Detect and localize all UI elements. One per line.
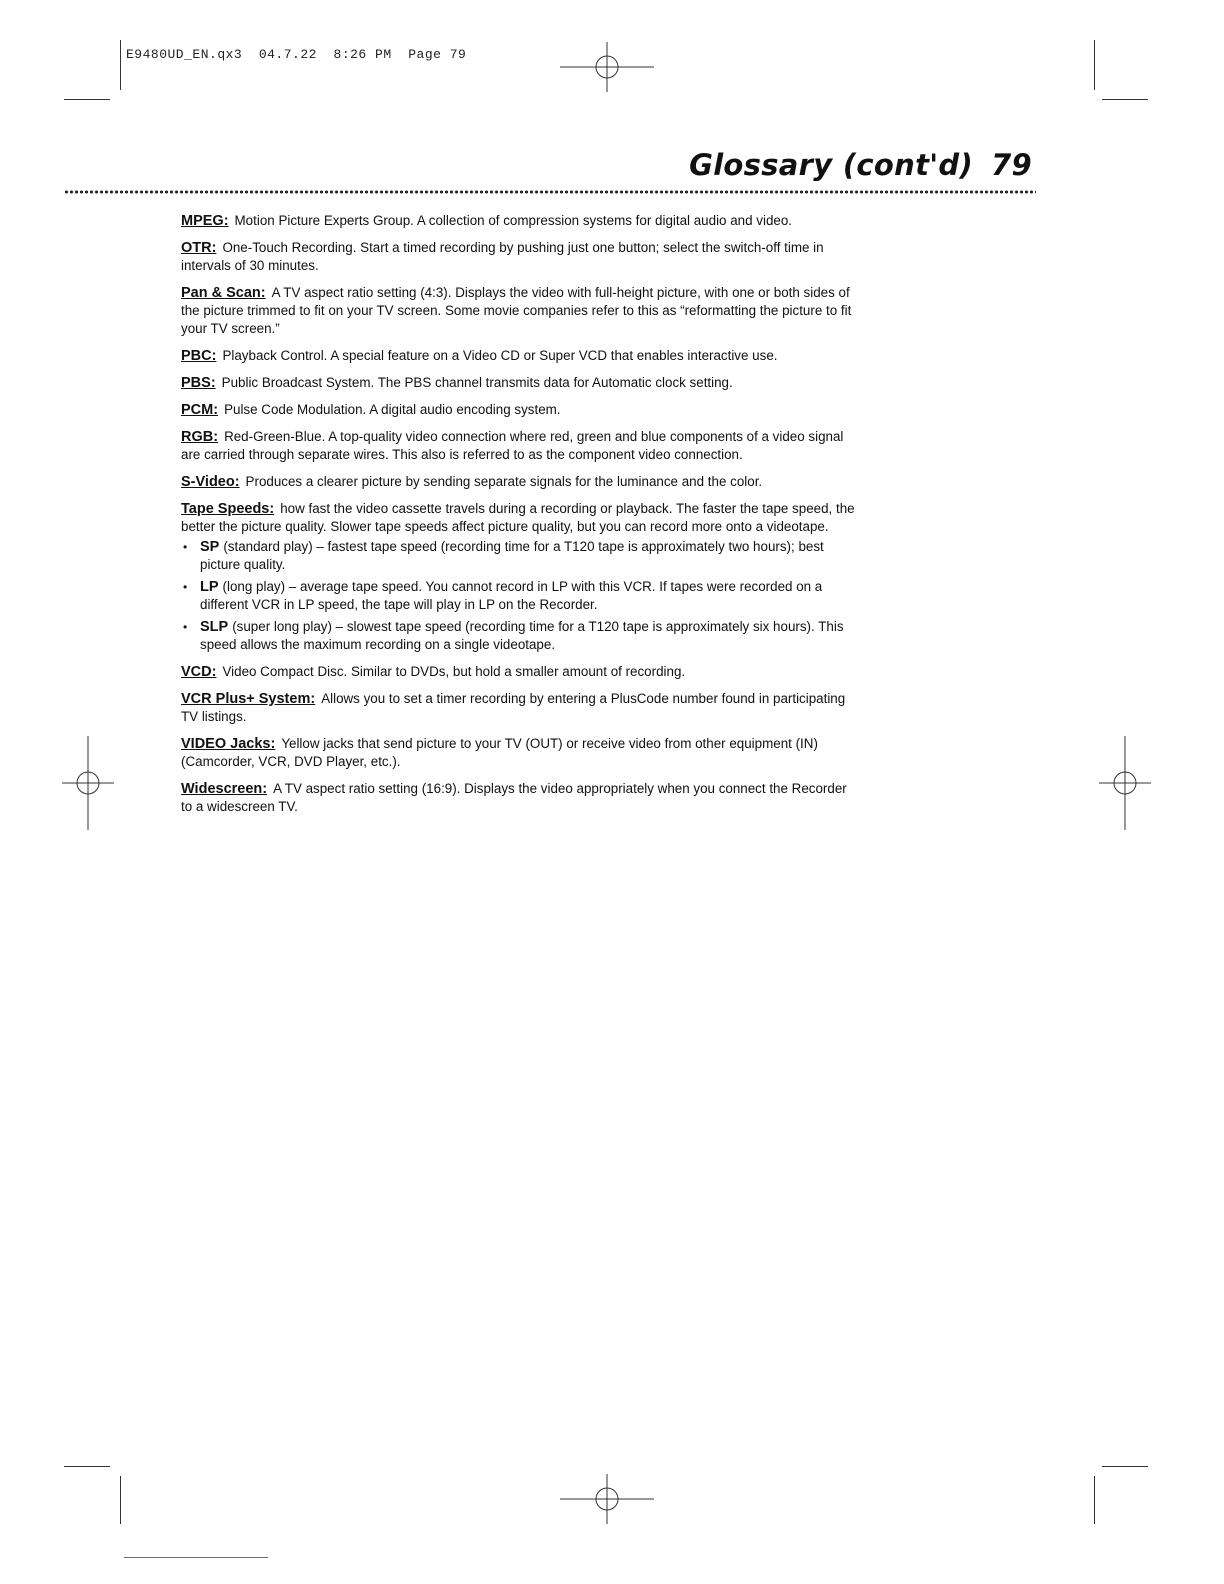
glossary-term: Tape Speeds:	[181, 501, 275, 517]
glossary-entry-video-jacks	[181, 735, 861, 771]
glossary-entry-rgb	[181, 428, 861, 464]
glossary-term: MPEG:	[181, 213, 229, 229]
glossary-term: VCR Plus+ System:	[181, 691, 316, 707]
dotted-rule	[64, 189, 1036, 195]
glossary-definition: A TV aspect ratio setting (4:3). Displays the video with full-height picture, with one or both sides of the picture trimmed to fit on your TV screen. Some movie companies refer to this as “reformatting the picture to fit your TV screen.”	[181, 285, 852, 336]
glossary-entry-otr	[181, 239, 861, 275]
glossary-term: PBS:	[181, 375, 216, 391]
glossary-entry-tape-speeds	[181, 500, 861, 536]
glossary-term: OTR:	[181, 240, 217, 256]
crop-mark	[120, 1476, 121, 1524]
glossary-definition: Produces a clearer picture by sending separate signals for the luminance and the color.	[245, 474, 763, 489]
registration-mark-right-icon	[1099, 736, 1151, 830]
tape-speed-text: (standard play) – fastest tape speed (recording time for a T120 tape is approximately two hours); best picture quality.	[200, 539, 824, 572]
glossary-term: Pan & Scan:	[181, 285, 266, 301]
glossary-entry-vcr-plus	[181, 690, 861, 726]
glossary-definition: Video Compact Disc. Similar to DVDs, but hold a smaller amount of recording.	[222, 664, 686, 679]
glossary-definition: One-Touch Recording. Start a timed recording by pushing just one button; select the switch-off time in intervals of 30 minutes.	[181, 240, 824, 273]
tape-speed-key: SP	[200, 539, 220, 555]
glossary-entry-mpeg	[181, 212, 861, 230]
glossary-definition: how fast the video cassette travels during a recording or playback. The faster the tape speed, the better the picture quality. Slower tape speeds affect picture quality, but you can record more onto a videotape.	[181, 501, 855, 534]
glossary-definition: Playback Control. A special feature on a Video CD or Super VCD that enables interactive use.	[222, 348, 778, 363]
page-title-text: Glossary (cont'd)	[689, 148, 974, 182]
tape-speed-list	[181, 538, 861, 654]
list-item	[181, 538, 861, 574]
glossary-entry-pan-scan	[181, 284, 861, 338]
print-slug: E9480UD_EN.qx3 04.7.22 8:26 PM Page 79	[126, 47, 467, 62]
page-title	[689, 148, 1032, 182]
page-number: 79	[991, 148, 1032, 182]
glossary-list	[181, 212, 861, 825]
glossary-definition: Allows you to set a timer recording by entering a PlusCode number found in participating TV listings.	[181, 691, 846, 724]
list-item	[181, 618, 861, 654]
tape-speed-text: (super long play) – slowest tape speed (recording time for a T120 tape is approximately six hours). This speed allows the maximum recording on a single videotape.	[200, 619, 844, 652]
registration-mark-top-icon	[560, 42, 654, 92]
registration-mark-bottom-icon	[560, 1474, 654, 1524]
glossary-entry-pbs	[181, 374, 861, 392]
glossary-definition: A TV aspect ratio setting (16:9). Displays the video appropriately when you connect the Recorder to a widescreen TV.	[181, 781, 847, 814]
glossary-term: S-Video:	[181, 474, 240, 490]
glossary-definition: Pulse Code Modulation. A digital audio encoding system.	[224, 402, 561, 417]
glossary-term: VIDEO Jacks:	[181, 736, 276, 752]
glossary-term: Widescreen:	[181, 781, 268, 797]
crop-mark	[64, 1466, 110, 1467]
tape-speed-key: LP	[200, 579, 219, 595]
footer-rule	[124, 1557, 268, 1558]
crop-mark	[120, 40, 121, 90]
glossary-definition: Public Broadcast System. The PBS channel transmits data for Automatic clock setting.	[221, 375, 733, 390]
glossary-entry-pcm	[181, 401, 861, 419]
tape-speed-key: SLP	[200, 619, 229, 635]
glossary-entry-vcd	[181, 663, 861, 681]
tape-speed-text: (long play) – average tape speed. You cannot record in LP with this VCR. If tapes were recorded on a different VCR in LP speed, the tape will play in LP on the Recorder.	[200, 579, 823, 612]
crop-mark	[1102, 99, 1148, 100]
glossary-definition: Yellow jacks that send picture to your TV (OUT) or receive video from other equipment (IN) (Camcorder, VCR, DVD Player, etc.).	[181, 736, 818, 769]
glossary-definition: Motion Picture Experts Group. A collection of compression systems for digital audio and video.	[234, 213, 793, 228]
crop-mark	[64, 99, 110, 100]
glossary-definition: Red-Green-Blue. A top-quality video connection where red, green and blue components of a video signal are carried through separate wires. This also is referred to as the component video connection.	[181, 429, 844, 462]
crop-mark	[1094, 1476, 1095, 1524]
glossary-term: VCD:	[181, 664, 217, 680]
registration-mark-left-icon	[62, 736, 114, 830]
crop-mark	[1102, 1466, 1148, 1467]
glossary-entry-pbc	[181, 347, 861, 365]
glossary-term: RGB:	[181, 429, 219, 445]
glossary-term: PBC:	[181, 348, 217, 364]
glossary-term: PCM:	[181, 402, 219, 418]
list-item	[181, 578, 861, 614]
glossary-entry-s-video	[181, 473, 861, 491]
glossary-entry-widescreen	[181, 780, 861, 816]
crop-mark	[1094, 40, 1095, 90]
